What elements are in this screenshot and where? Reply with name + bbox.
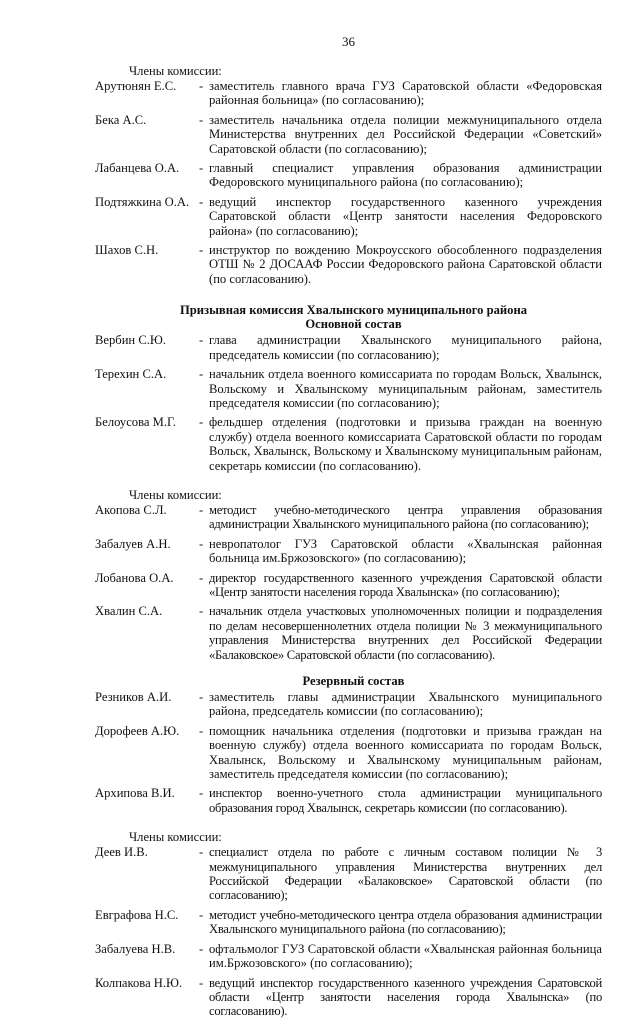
member-name: Лабанцева О.А. — [95, 161, 180, 176]
member-entry — [95, 604, 602, 662]
member-dash: - — [199, 367, 204, 382]
member-entry — [95, 908, 602, 937]
member-dash: - — [199, 502, 204, 517]
member-name: Евграфова Н.С. — [95, 907, 179, 922]
member-name: Деев И.В. — [95, 845, 148, 860]
member-name: Белоусова М.Г. — [95, 415, 176, 430]
member-dash: - — [199, 975, 204, 990]
member-dash: - — [199, 194, 204, 209]
member-entry — [95, 976, 602, 1019]
members-label: Члены комиссии: — [129, 64, 222, 78]
member-entry — [95, 845, 602, 903]
member-role: фельдшер отделения (подготовки и призыва граждан на военную службу) отдела военного комиссариата Саратовской области по городам Вольск, Хвалынск, Вольскому и Хвалынскому муниципальным районам, секретарь комиссии (по согласованию). — [209, 415, 602, 473]
main-composition-heading: Основной состав — [305, 317, 402, 332]
member-entry — [95, 571, 602, 600]
member-entry — [95, 243, 602, 286]
member-entry — [95, 690, 602, 719]
members-label: Члены комиссии: — [129, 487, 222, 502]
member-name: Архипова В.И. — [95, 786, 175, 801]
member-name: Подтяжкина О.А. — [95, 194, 190, 209]
member-name: Вербин С.Ю. — [95, 333, 166, 348]
member-dash: - — [199, 845, 204, 860]
reserve-composition — [95, 690, 602, 815]
member-role: невропатолог ГУЗ Саратовской области «Хвалынская районная больница им.Бржозовского» (по согласованию); — [209, 536, 602, 566]
member-dash: - — [199, 786, 204, 801]
member-entry — [95, 942, 602, 971]
member-role: заместитель главного врача ГУЗ Саратовской области «Федоровская районная больница» (по согласованию); — [209, 79, 602, 108]
commission-title: Призывная комиссия Хвалынского муниципального района — [179, 303, 528, 318]
member-name: Бека А.С. — [95, 112, 147, 127]
member-dash: - — [199, 536, 204, 551]
member-role: методист учебно-методического центра управления образования администрации Хвалынского муниципального района (по согласованию); — [209, 502, 602, 532]
member-entry — [95, 503, 602, 532]
member-role: ведущий инспектор государственного казенного учреждения Саратовской области «Центр занятости населения города Хвалынска» (по согласованию). — [209, 975, 602, 1019]
member-role: глава администрации Хвалынского муниципального района, председатель комиссии (по согласованию); — [209, 333, 602, 362]
member-role: заместитель начальника отдела полиции межмуниципального отдела Министерства внутренних дел Российской Федерации «Советский» Саратовской области (по согласованию); — [209, 112, 602, 156]
member-dash: - — [199, 161, 204, 176]
member-entry — [95, 79, 602, 108]
member-role: специалист отдела по работе с личным составом полиции № 3 межмуниципального управления Министерства внутренних дел Российской Федерации «Балаковское» Саратовской области (по согласованию); — [209, 845, 602, 903]
member-role: инструктор по вождению Мокроусского обособленного подразделения ОТШ № 2 ДОСААФ России Федоровского района Саратовской области (по согласованию). — [209, 243, 602, 286]
member-entry — [95, 415, 602, 473]
member-name: Арутюнян Е.С. — [95, 79, 177, 93]
member-dash: - — [199, 604, 204, 619]
member-role: инспектор военно-учетного стола администрации муниципального образования город Хвалынск, секретарь комиссии (по согласованию). — [209, 786, 602, 815]
member-name: Терехин С.А. — [95, 367, 167, 382]
member-name: Резников А.И. — [95, 690, 172, 704]
member-dash: - — [199, 907, 204, 922]
member-role: ведущий инспектор государственного казенного учреждения Саратовской области «Центр занятости населения Федоровского района» (по согласованию); — [209, 194, 602, 238]
member-dash: - — [199, 690, 204, 704]
member-name: Забалуева Н.В. — [95, 941, 176, 956]
members-label: Члены комиссии: — [129, 830, 222, 845]
member-entry — [95, 724, 602, 782]
reserve-composition-heading: Резервный состав — [302, 674, 405, 688]
member-entry — [95, 161, 602, 190]
member-dash: - — [199, 112, 204, 127]
main-composition — [95, 333, 602, 473]
member-entry — [95, 537, 602, 566]
member-dash: - — [199, 723, 204, 738]
member-role: помощник начальника отделения (подготовки и призыва граждан на военную службу) отдела военного комиссариата по городам Вольск, Хвалынск, Вольскому и Хвалынскому муниципальным районам, заместитель председателя комиссии (по согласованию); — [209, 723, 602, 782]
member-dash: - — [199, 415, 204, 430]
member-name: Забалуев А.Н. — [95, 536, 171, 551]
member-role: офтальмолог ГУЗ Саратовской области «Хвалынская районная больница им.Бржозовского» (по согласованию); — [209, 941, 602, 971]
member-dash: - — [199, 941, 204, 956]
member-role: начальник отдела военного комиссариата по городам Вольск, Хвалынск, Вольскому и Хвалынскому муниципальным районам, заместитель председателя комиссии (по согласованию); — [209, 367, 602, 410]
member-name: Шахов С.Н. — [95, 243, 159, 258]
member-role: директор государственного казенного учреждения Саратовской области «Центр занятости населения города Хвалынска» (по согласованию); — [209, 570, 602, 599]
member-role: методист учебно-методического центра отдела образования администрации Хвалынского муниципального района (по согласованию); — [209, 907, 602, 937]
member-role: заместитель главы администрации Хвалынского муниципального района, председатель комиссии (по согласованию); — [209, 690, 602, 719]
member-entry — [95, 113, 602, 156]
member-dash: - — [199, 333, 204, 348]
member-entry — [95, 367, 602, 410]
member-role: начальник отдела участковых уполномоченных полиции и подразделения по делам несовершеннолетних отдела полиции № 3 межмуниципального управления Министерства внутренних дел Российской Федерации «Балаковское» Саратовской области (по согласованию). — [209, 604, 602, 662]
member-name: Колпакова Н.Ю. — [95, 975, 183, 990]
member-entry — [95, 195, 602, 238]
member-entry — [95, 786, 602, 815]
member-name: Акопова С.Л. — [95, 502, 167, 517]
member-dash: - — [199, 243, 204, 258]
member-entry — [95, 333, 602, 362]
member-name: Хвалин С.А. — [95, 604, 163, 619]
member-name: Лобанова О.А. — [95, 570, 174, 585]
member-dash: - — [199, 570, 204, 585]
member-dash: - — [199, 79, 204, 93]
member-name: Дорофеев А.Ю. — [95, 723, 180, 738]
page-number: 36 — [342, 34, 355, 49]
member-role: главный специалист управления образования администрации Федоровского муниципального района (по согласованию); — [209, 161, 602, 190]
